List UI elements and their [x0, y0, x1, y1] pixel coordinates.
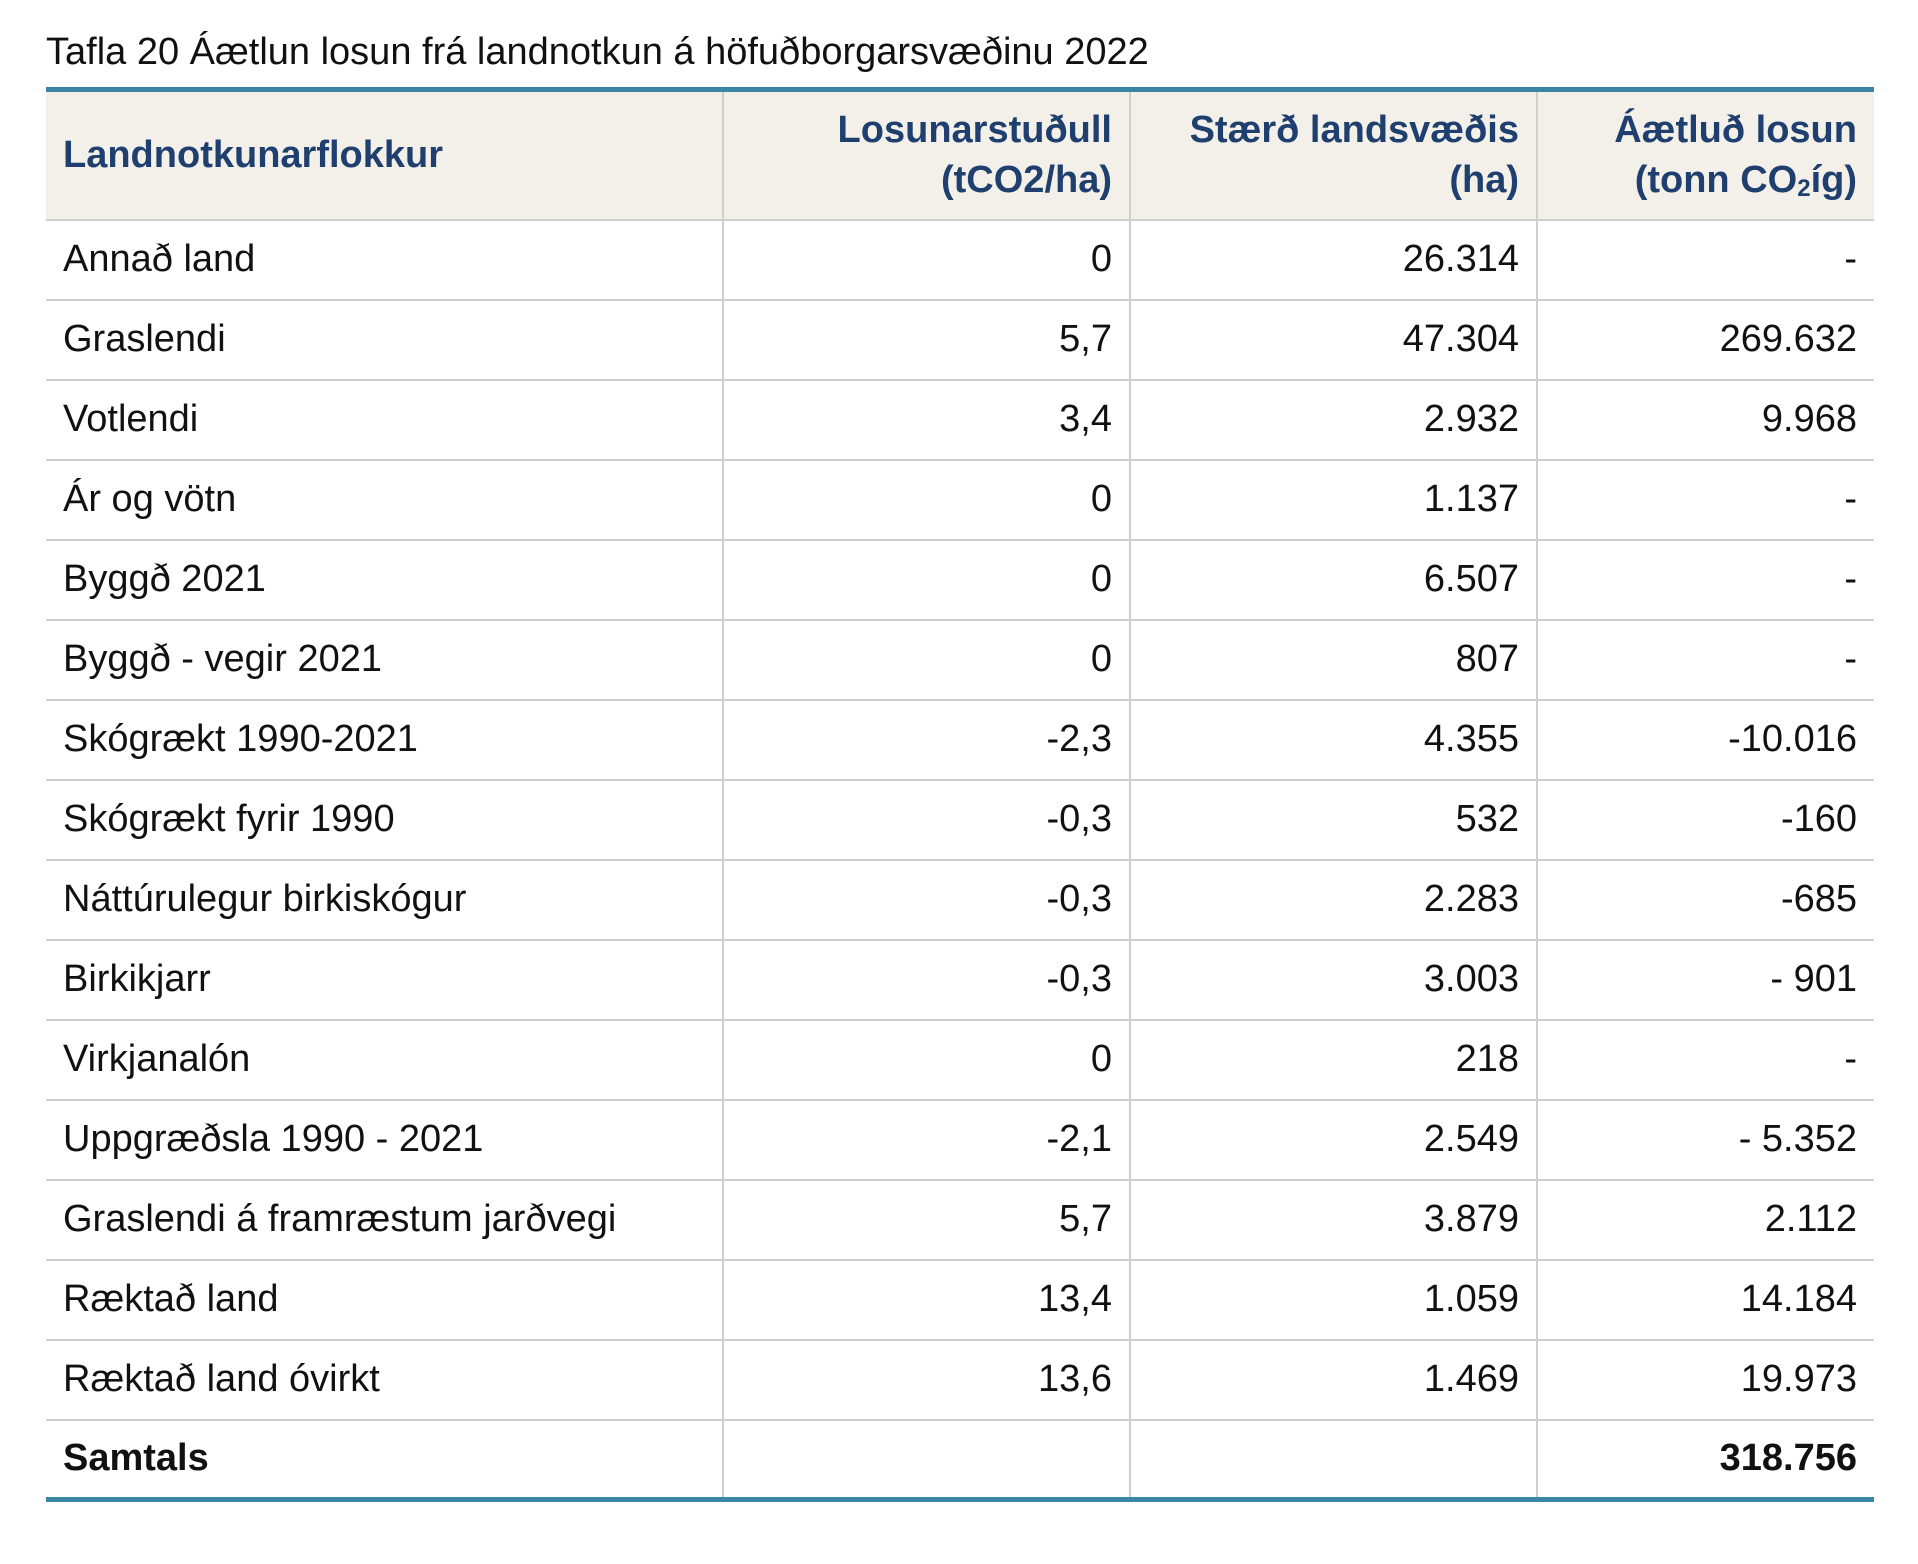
cell-total-label: Samtals — [46, 1420, 723, 1500]
cell-area: 1.469 — [1130, 1340, 1537, 1420]
cell-emission: - 5.352 — [1537, 1100, 1874, 1180]
cell-category: Ræktað land óvirkt — [46, 1340, 723, 1420]
cell-category: Graslendi — [46, 300, 723, 380]
cell-emission: - — [1537, 1020, 1874, 1100]
cell-emission-factor: -0,3 — [723, 940, 1130, 1020]
cell-area: 2.549 — [1130, 1100, 1537, 1180]
cell-area: 6.507 — [1130, 540, 1537, 620]
cell-area: 2.283 — [1130, 860, 1537, 940]
cell-emission-factor: 0 — [723, 460, 1130, 540]
table-row — [46, 1340, 1874, 1420]
table-row — [46, 300, 1874, 380]
cell-emission-factor: 0 — [723, 540, 1130, 620]
cell-area: 4.355 — [1130, 700, 1537, 780]
header-unit-subscript: 2 — [1797, 175, 1811, 203]
header-estimated-emission — [1537, 90, 1874, 220]
cell-emission: - — [1537, 220, 1874, 300]
header-estimated-emission-line1: Áætluð losun — [1614, 109, 1857, 152]
cell-emission: - — [1537, 540, 1874, 620]
table-row — [46, 380, 1874, 460]
table-row — [46, 540, 1874, 620]
header-land-category — [46, 90, 723, 220]
cell-emission: -160 — [1537, 780, 1874, 860]
table-row — [46, 700, 1874, 780]
cell-total-area — [1130, 1420, 1537, 1500]
cell-category: Uppgræðsla 1990 - 2021 — [46, 1100, 723, 1180]
table-row — [46, 460, 1874, 540]
cell-emission-factor: 5,7 — [723, 1180, 1130, 1260]
header-emission-factor-line1: Losunarstuðull — [837, 109, 1112, 152]
cell-area: 532 — [1130, 780, 1537, 860]
header-estimated-emission-line2 — [1555, 155, 1857, 205]
cell-category: Skógrækt fyrir 1990 — [46, 780, 723, 860]
cell-emission-factor: -0,3 — [723, 780, 1130, 860]
cell-emission-factor: -0,3 — [723, 860, 1130, 940]
cell-emission-factor: 0 — [723, 1020, 1130, 1100]
table-header-row — [46, 90, 1874, 220]
table-row — [46, 1100, 1874, 1180]
header-emission-factor-line2: (tCO2/ha) — [941, 159, 1112, 202]
cell-area: 2.932 — [1130, 380, 1537, 460]
cell-emission: 2.112 — [1537, 1180, 1874, 1260]
table-row — [46, 860, 1874, 940]
cell-emission-factor: 0 — [723, 620, 1130, 700]
header-emission-factor — [723, 90, 1130, 220]
cell-emission-factor: -2,1 — [723, 1100, 1130, 1180]
cell-emission: 269.632 — [1537, 300, 1874, 380]
cell-area: 3.003 — [1130, 940, 1537, 1020]
cell-category: Votlendi — [46, 380, 723, 460]
cell-category: Birkikjarr — [46, 940, 723, 1020]
table-row — [46, 780, 1874, 860]
cell-emission-factor: 5,7 — [723, 300, 1130, 380]
cell-category: Byggð - vegir 2021 — [46, 620, 723, 700]
cell-emission: 9.968 — [1537, 380, 1874, 460]
header-area-size-line2: (ha) — [1449, 159, 1519, 202]
cell-area: 47.304 — [1130, 300, 1537, 380]
cell-category: Graslendi á framræstum jarðvegi — [46, 1180, 723, 1260]
cell-emission: -685 — [1537, 860, 1874, 940]
table-row — [46, 940, 1874, 1020]
cell-area: 807 — [1130, 620, 1537, 700]
cell-emission-factor: 13,6 — [723, 1340, 1130, 1420]
table-body — [46, 220, 1874, 1500]
header-land-category-label: Landnotkunarflokkur — [63, 134, 444, 177]
cell-emission: - — [1537, 460, 1874, 540]
cell-emission: -10.016 — [1537, 700, 1874, 780]
cell-area: 3.879 — [1130, 1180, 1537, 1260]
table-row — [46, 1260, 1874, 1340]
header-area-size-line1: Stærð landsvæðis — [1189, 109, 1519, 152]
header-unit-prefix: (tonn CO — [1634, 159, 1798, 202]
table-total-row — [46, 1420, 1874, 1500]
cell-area: 1.137 — [1130, 460, 1537, 540]
cell-area: 1.059 — [1130, 1260, 1537, 1340]
table-row — [46, 1180, 1874, 1260]
header-unit-suffix: íg) — [1810, 159, 1857, 202]
cell-category: Annað land — [46, 220, 723, 300]
table-row — [46, 220, 1874, 300]
cell-category: Ár og vötn — [46, 460, 723, 540]
table-row — [46, 1020, 1874, 1100]
cell-emission: 19.973 — [1537, 1340, 1874, 1420]
cell-category: Byggð 2021 — [46, 540, 723, 620]
cell-category: Ræktað land — [46, 1260, 723, 1340]
cell-category: Skógrækt 1990-2021 — [46, 700, 723, 780]
cell-category: Virkjanalón — [46, 1020, 723, 1100]
cell-emission: 14.184 — [1537, 1260, 1874, 1340]
cell-total-factor — [723, 1420, 1130, 1500]
cell-emission-factor: 0 — [723, 220, 1130, 300]
cell-total-emission: 318.756 — [1537, 1420, 1874, 1500]
cell-emission-factor: 13,4 — [723, 1260, 1130, 1340]
cell-area: 26.314 — [1130, 220, 1537, 300]
cell-emission-factor: -2,3 — [723, 700, 1130, 780]
cell-area: 218 — [1130, 1020, 1537, 1100]
emissions-table — [46, 87, 1874, 1502]
cell-emission-factor: 3,4 — [723, 380, 1130, 460]
cell-emission: - — [1537, 620, 1874, 700]
header-area-size — [1130, 90, 1537, 220]
cell-emission: - 901 — [1537, 940, 1874, 1020]
table-caption: Tafla 20 Áætlun losun frá landnotkun á höfuðborgarsvæðinu 2022 — [46, 31, 1149, 73]
cell-category: Náttúrulegur birkiskógur — [46, 860, 723, 940]
table-row — [46, 620, 1874, 700]
